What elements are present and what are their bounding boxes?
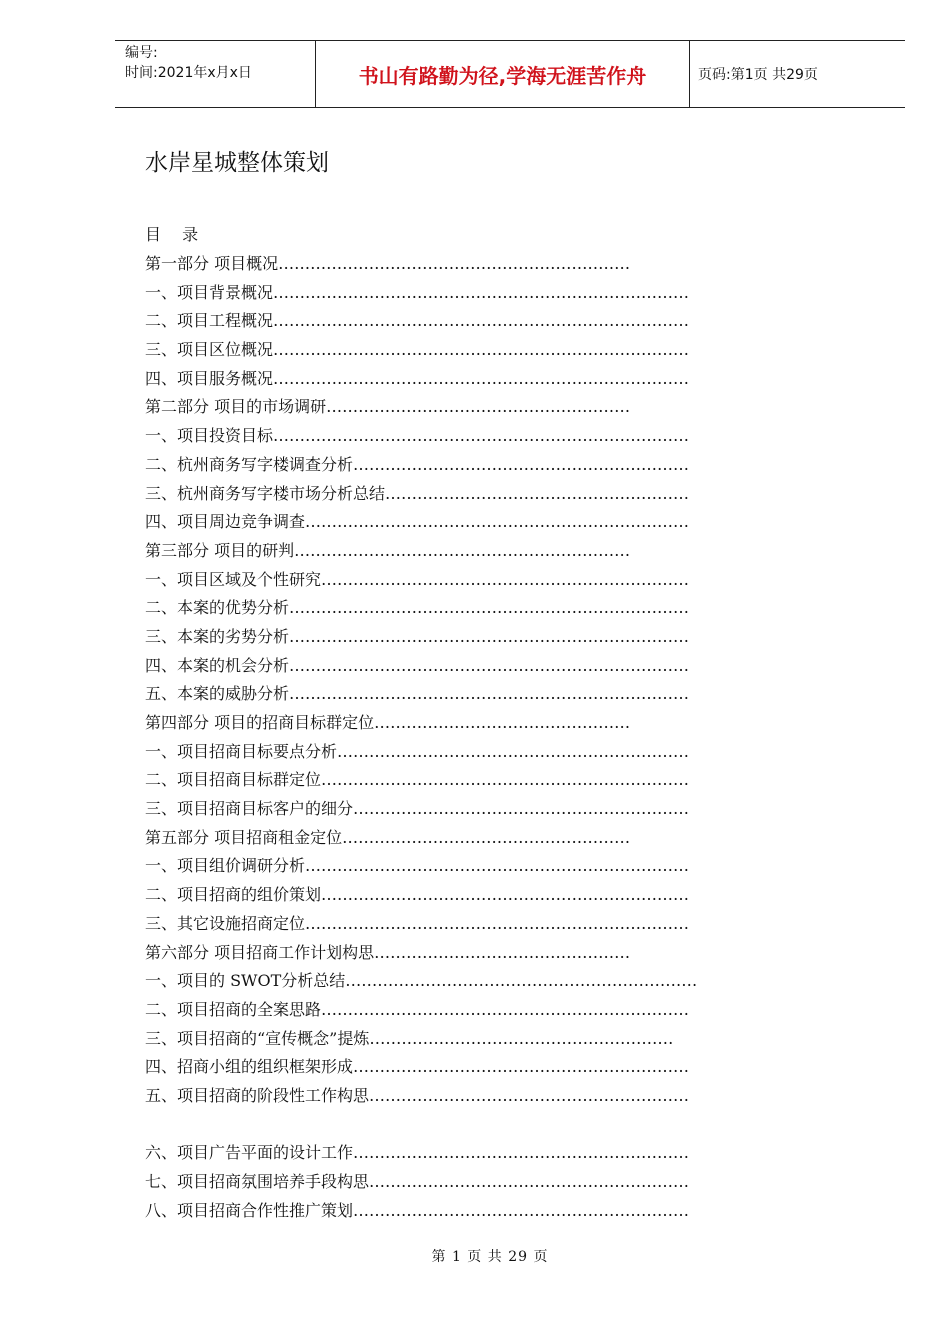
toc-entry: 五、项目招商的阶段性工作构思…………………………………………………… xyxy=(145,1085,690,1105)
toc-entry: 二、项目招商的组价策划…………………………………………………………… xyxy=(145,885,690,905)
header-motto-cell xyxy=(316,41,690,107)
toc-entry: 六、项目广告平面的设计工作……………………………………………………… xyxy=(145,1143,690,1163)
toc-entry: 八、项目招商合作性推广策划……………………………………………………… xyxy=(145,1200,690,1220)
toc-part-3: 第三部分 项目的研判……………………………………………………… xyxy=(145,540,631,560)
document-title: 水岸星城整体策划 xyxy=(145,150,329,176)
toc-entry: 一、项目组价调研分析……………………………………………………………… xyxy=(145,856,690,876)
toc-part-2: 第二部分 项目的市场调研………………………………………………… xyxy=(145,397,631,417)
toc-part-5: 第五部分 项目招商租金定位……………………………………………… xyxy=(145,827,631,847)
header-page-cell xyxy=(690,41,905,107)
date-label: 时间:2021年x月x日 xyxy=(125,65,252,81)
toc-entry: 一、项目背景概况…………………………………………………………………… xyxy=(145,282,690,302)
toc-entry: 三、本案的劣势分析………………………………………………………………… xyxy=(145,626,690,646)
toc-part-6: 第六部分 项目招商工作计划构思………………………………………… xyxy=(145,942,631,962)
toc-heading: 目 录 xyxy=(145,225,207,244)
toc-spacer xyxy=(145,1111,805,1140)
toc-entry: 四、项目周边竞争调查……………………………………………………………… xyxy=(145,512,690,532)
toc-entry: 二、杭州商务写字楼调查分析……………………………………………………… xyxy=(145,454,690,474)
toc-entry: 一、项目的 SWOT分析总结………………………………………………………… xyxy=(145,971,698,991)
toc-entry: 二、项目招商目标群定位…………………………………………………………… xyxy=(145,770,690,790)
toc-part-1: 第一部分 项目概况………………………………………………………… xyxy=(145,254,631,273)
toc-entry: 五、本案的威胁分析………………………………………………………………… xyxy=(145,684,690,704)
number-label: 编号: xyxy=(125,45,158,61)
toc-entry: 二、本案的优势分析………………………………………………………………… xyxy=(145,598,690,618)
header-info-cell xyxy=(115,41,316,107)
page-footer: 第 1 页 共 29 页 xyxy=(431,1249,549,1265)
toc-entry: 三、其它设施招商定位……………………………………………………………… xyxy=(145,913,690,933)
toc-entry: 三、项目招商目标客户的细分……………………………………………………… xyxy=(145,799,690,819)
toc-entry: 一、项目投资目标…………………………………………………………………… xyxy=(145,426,690,446)
toc-entry: 四、本案的机会分析………………………………………………………………… xyxy=(145,655,690,675)
toc-part-4: 第四部分 项目的招商目标群定位………………………………………… xyxy=(145,713,631,732)
document-header xyxy=(115,40,905,108)
motto-text: 书山有路勤为径,学海无涯苦作舟 xyxy=(358,63,647,88)
toc-entry: 四、项目服务概况…………………………………………………………………… xyxy=(145,368,690,388)
toc-entry: 二、项目招商的全案思路…………………………………………………………… xyxy=(145,999,690,1019)
toc-entry: 一、项目区域及个性研究…………………………………………………………… xyxy=(145,569,690,589)
header-page-label: 页码:第1页 共29页 xyxy=(698,67,818,83)
toc-entry: 一、项目招商目标要点分析………………………………………………………… xyxy=(145,741,690,761)
toc-entry: 七、项目招商氛围培养手段构思…………………………………………………… xyxy=(145,1172,690,1191)
toc-entry: 三、项目招商的“宣传概念”提炼………………………………………………… xyxy=(145,1028,674,1048)
toc-entry: 二、项目工程概况…………………………………………………………………… xyxy=(145,311,690,331)
table-of-contents xyxy=(145,250,805,1225)
toc-entry: 四、招商小组的组织框架形成……………………………………………………… xyxy=(145,1057,690,1077)
toc-entry: 三、杭州商务写字楼市场分析总结………………………………………………… xyxy=(145,483,690,503)
toc-entry: 三、项目区位概况…………………………………………………………………… xyxy=(145,340,690,360)
